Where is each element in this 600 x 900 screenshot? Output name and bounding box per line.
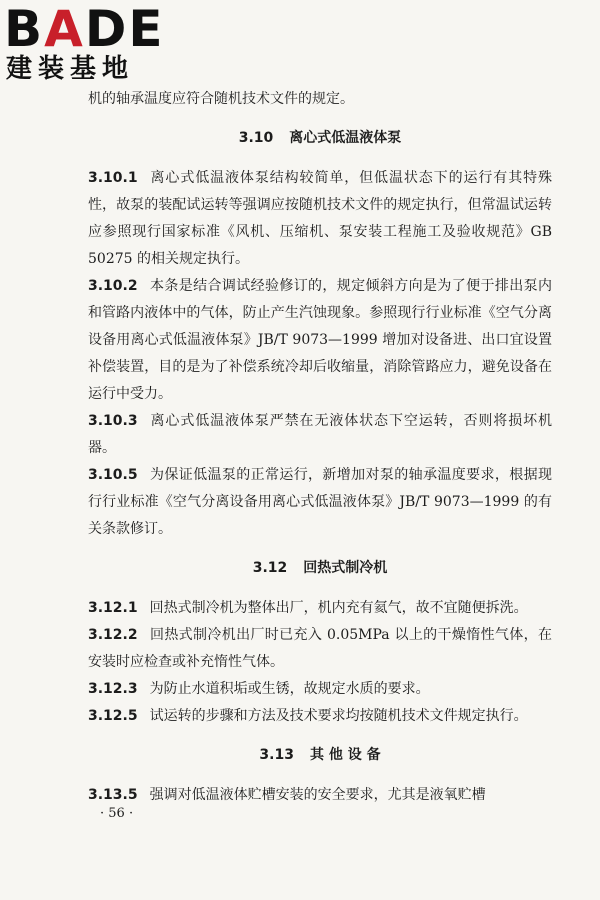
clause-3-12-2: 3.12.2 回热式制冷机出厂时已充入 0.05MPa 以上的干燥惰性气体，在安装时应检查或补充惰性气体。 [88, 627, 552, 670]
clause-3-13-5: 3.13.5 强调对低温液体贮槽安装的安全要求，尤其是液氧贮槽 [88, 787, 486, 803]
lead-paragraph: 机的轴承温度应符合随机技术文件的规定。 [88, 91, 354, 107]
section-heading-3-10: 3.10 离心式低温液体泵 [238, 130, 402, 146]
section-heading-3-12: 3.12 回热式制冷机 [252, 560, 388, 576]
clause-3-12-1: 3.12.1 回热式制冷机为整体出厂，机内充有氦气，故不宜随便拆洗。 [88, 600, 528, 616]
logo-subtitle: 建装基地 [6, 54, 135, 84]
clause-3-12-5: 3.12.5 试运转的步骤和方法及技术要求均按随机技术文件规定执行。 [88, 708, 528, 724]
clause-3-10-2: 3.10.2 本条是结合调试经验修订的，规定倾斜方向是为了便于排出泵内和管路内液体中的气体，防止产生汽蚀现象。参照现行行业标准《空气分离设备用离心式低温液体泵》JB/T 9073—1999 增加对设备进、出口宜设置补偿装置，目的是为了补偿系统冷却后收缩量，消除管路应力，避免设备在运行中受力。 [88, 278, 552, 402]
clause-3-10-5: 3.10.5 为保证低温泵的正常运行，新增加对泵的轴承温度要求，根据现行行业标准《空气分离设备用离心式低温液体泵》JB/T 9073—1999 的有关条款修订。 [88, 467, 552, 537]
clause-3-10-1: 3.10.1 离心式低温液体泵结构较简单，但低温状态下的运行有其特殊性，故泵的装配试运转等强调应按随机技术文件的规定执行，但常温试运转应参照现行国家标准《风机、压缩机、泵安装工程施工及验收规范》GB 50275 的相关规定执行。 [88, 170, 552, 267]
clause-3-12-3: 3.12.3 为防止水道积垢或生锈，故规定水质的要求。 [88, 681, 430, 697]
clause-3-10-3: 3.10.3 离心式低温液体泵严禁在无液体状态下空运转，否则将损坏机器。 [88, 413, 552, 456]
page-number: · 56 · [100, 806, 134, 821]
page-content [88, 86, 552, 809]
logo-mark: BADE [4, 0, 165, 58]
watermark-logo [4, 0, 165, 84]
section-heading-3-13: 3.13 其 他 设 备 [259, 747, 381, 763]
